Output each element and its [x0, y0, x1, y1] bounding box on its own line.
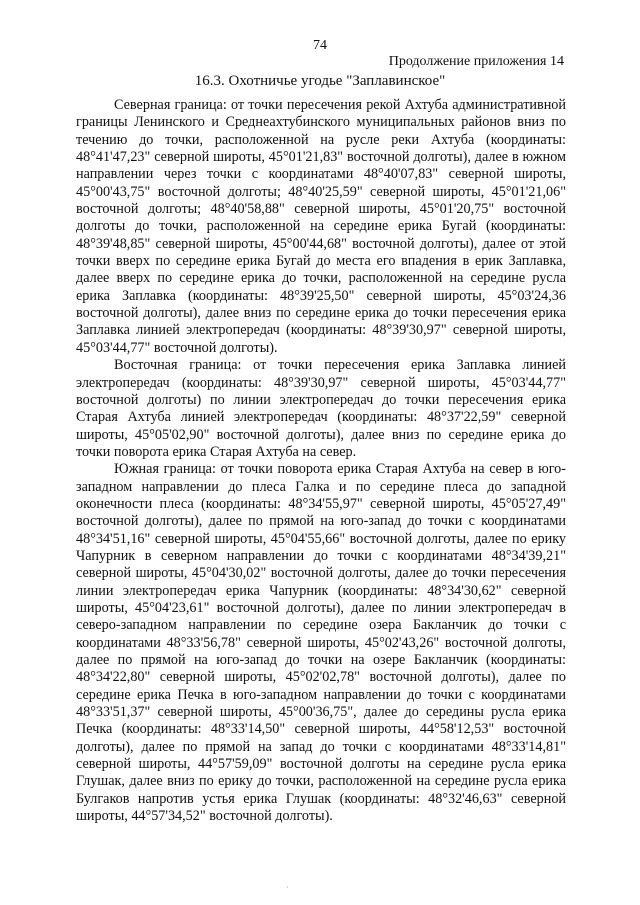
page-number: 74: [313, 38, 327, 53]
section-title: 16.3. Охотничье угодье "Заплавинское": [194, 73, 446, 89]
scan-speck: ·: [286, 883, 289, 892]
paragraph-north-border: Северная граница: от точки пересечения рекой Ахтуба административной границы Ленинского и Среднеахтубинского муниципальных районов вниз по течению до точки, расположенной на русле реки Ахтуба (координаты: 48°41'47,23" северной широты, 45°01'21,83" восточной долготы), далее в южном направлении через точки с координатами 48°40'07,83" северной широты, 45°00'43,75" восточной долготы; 48°40'25,59" северной широты, 45°01'21,06" восточной долготы; 48°40'58,88" северной широты, 45°01'20,75" восточной долготы до точки, расположенной на середине ерика Бугай (координаты: 48°39'48,85" северной широты, 45°00'44,68" восточной долготы), далее от этой точки вверх по середине ерика Бугай до места его впадения в ерик Заплавка, далее вверх по середине ерика до точки, расположенной на середине русла ерика Заплавка (координаты: 48°39'25,50" северной широты, 45°03'24,36 восточной долготы), далее вниз по середине ерика до точки пересечения ерика Заплавка линией электропередач (координаты: 48°39'30,97" северной широты, 45°03'44,77" восточной долготы).: [76, 97, 566, 356]
document-body: [76, 97, 566, 825]
paragraph-east-border: Восточная граница: от точки пересечения ерика Заплавка линией электропередач (координаты: 48°39'30,97" северной широты, 45°03'44,77" восточной долготы) по линии электропередач до точки пересечения ерика Старая Ахтуба линией электропередач (координаты: 48°37'22,59" северной широты, 45°05'02,90" восточной долготы), далее вниз по середине ерика до точки поворота ерика Старая Ахтуба на север.: [76, 357, 566, 460]
paragraph-south-border: Южная граница: от точки поворота ерика Старая Ахтуба на север в юго-западном направлении до плеса Галка и по середине плеса до западной оконечности плеса (координаты: 48°34'55,97" северной широты, 45°05'27,49" восточной долготы), далее по прямой на юго-запад до точки с координатами 48°34'51,16" северной широты, 45°04'55,66" восточной долготы, далее по ерику Чапурник в северном направлении до точки с координатами 48°34'39,21" северной широты, 45°04'30,02" восточной долготы, далее до точки пересечения линии электропередач ерика Чапурник (координаты: 48°34'30,62" северной широты, 45°04'23,61" восточной долготы), далее по линии электропередач в северо-западном направлении по середине озера Бакланчик до точки с координатами 48°33'56,78" северной широты, 45°02'43,26" восточной долготы, далее по прямой на юго-запад до точки на озере Бакланчик (координаты: 48°34'22,80" северной широты, 45°02'02,78" восточной долготы), далее по середине ерика Печка в юго-западном направлении до точки с координатами 48°33'51,37" северной широты, 45°00'36,75", далее до середины русла ерика Печка (координаты: 48°33'14,50" северной широты, 44°58'12,53" восточной долготы), далее по прямой на запад до точки с координатами 48°33'14,81" северной широты, 44°57'59,09" восточной долготы на середине русла ерика Глушак, далее вниз по ерику до точки, расположенной на середине русла ерика Булгаков напротив устья ерика Глушак (координаты: 48°32'46,63" северной широты, 44°57'34,52" восточной долготы).: [76, 461, 566, 825]
appendix-note: Продолжение приложения 14: [388, 54, 564, 69]
